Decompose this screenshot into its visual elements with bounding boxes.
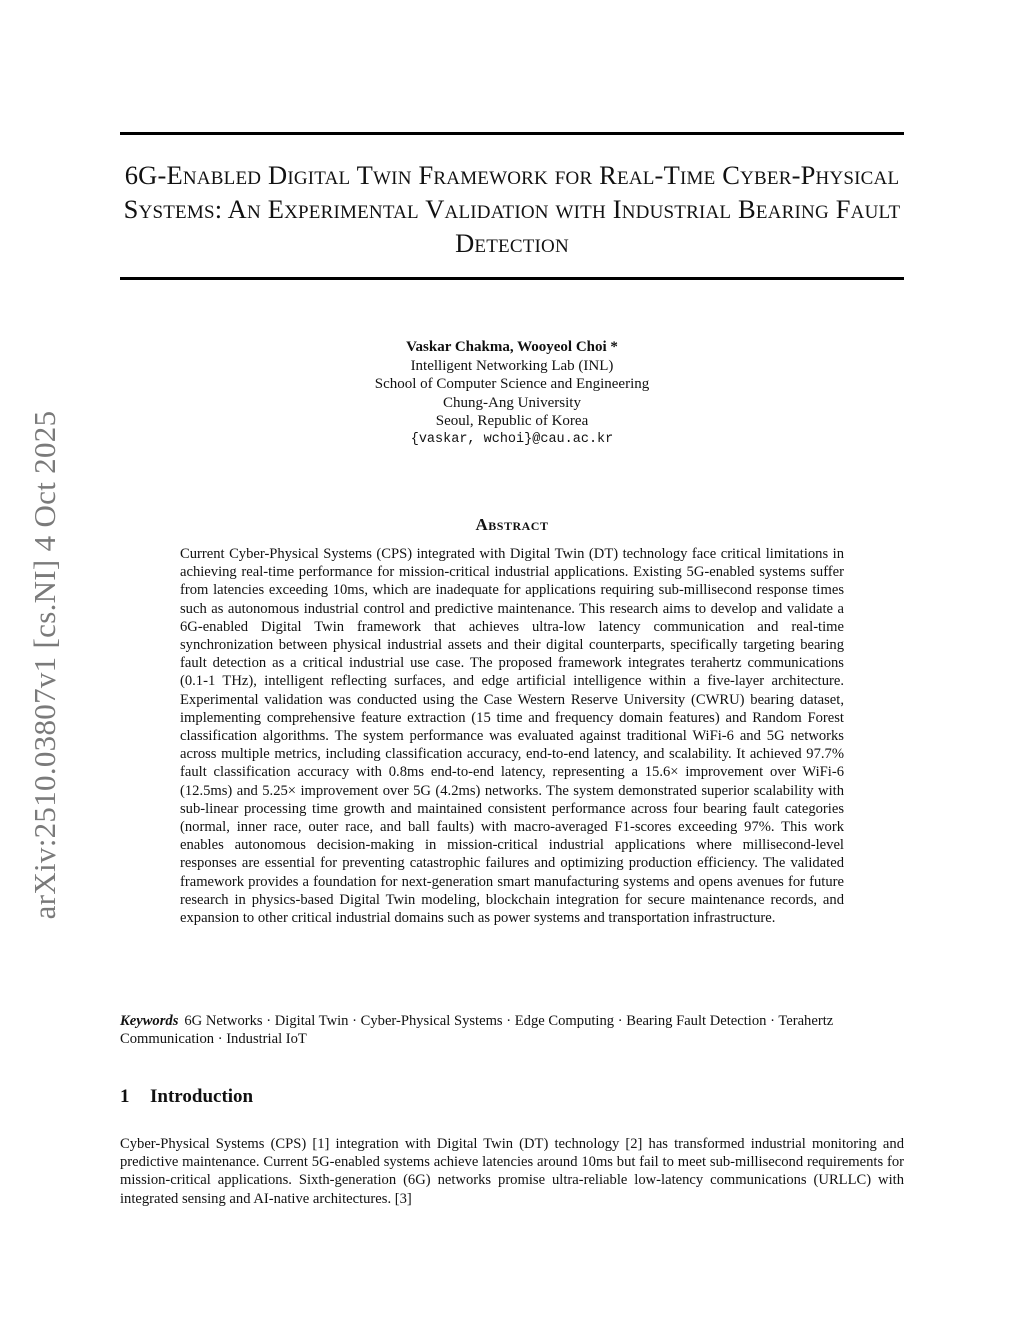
- arxiv-stamp: [10, 385, 80, 945]
- section-heading-introduction: [120, 1086, 620, 1108]
- section-number: 1: [120, 1086, 130, 1107]
- keywords-list: 6G Networks · Digital Twin · Cyber-Physical Systems · Edge Computing · Bearing Fault Detection · Terahertz Communication · Industrial IoT: [120, 1013, 834, 1048]
- section-title: Introduction: [150, 1086, 254, 1107]
- keywords-label: Keywords: [120, 1013, 179, 1029]
- keywords: [120, 1012, 904, 1049]
- author-names: Vaskar Chakma, Wooyeol Choi *: [406, 339, 618, 355]
- introduction-text: Cyber-Physical Systems (CPS) [1] integration with Digital Twin (DT) technology [2] has transformed industrial monitoring and predictive maintenance. Current 5G-enabled systems achieve latencies around 10ms but fail to meet sub-millisecond requirements for mission-critical applications. Sixth-generation (6G) networks promise ultra-reliable low-latency communications (URLLC) with integrated sensing and AI-native architectures. [3]: [120, 1136, 904, 1207]
- arxiv-identifier: arXiv:2510.03807v1 [cs.NI] 4 Oct 2025: [27, 410, 62, 920]
- author-block: [262, 338, 762, 450]
- abstract-heading: Abstract: [475, 515, 549, 534]
- affiliation-school: School of Computer Science and Engineering: [374, 376, 650, 393]
- affiliation-location: Seoul, Republic of Korea: [435, 413, 589, 430]
- affiliation-university: Chung-Ang University: [443, 394, 581, 411]
- title-rule-top: [120, 132, 904, 135]
- affiliation-lab: Intelligent Networking Lab (INL): [410, 357, 614, 374]
- paper-title: 6G-Enabled Digital Twin Framework for Real-Time Cyber-Physical Systems: An Experimental Validation with Industrial Bearing Fault Detection: [123, 160, 901, 258]
- author-email: {vaskar, wchoi}@cau.ac.kr: [410, 431, 614, 447]
- title-rule-bottom: [120, 277, 904, 280]
- abstract-text: Current Cyber-Physical Systems (CPS) integrated with Digital Twin (DT) technology face critical limitations in achieving real-time performance for mission-critical industrial applications. Existing 5G-enabled systems suffer from latencies exceeding 10ms, which are inadequate for applications requiring sub-millisecond response times such as autonomous industrial control and predictive maintenance. This research aims to develop and validate a 6G-enabled Digital Twin framework that achieves ultra-low latency communication and real-time synchronization between physical industrial assets and their digital counterparts, specifically targeting bearing fault detection as a critical industrial use case. The proposed framework integrates terahertz communications (0.1-1 THz), intelligent reflecting surfaces, and edge artificial intelligence within a five-layer architecture. Experimental validation was conducted using the Case Western Reserve University (CWRU) bearing dataset, implementing comprehensive feature extraction (15 time and frequency domain features) and Random Forest classification algorithms. The system performance was evaluated against traditional WiFi-6 and 5G networks across multiple metrics, including classification accuracy, end-to-end latency, and scalability. It achieved 97.7% fault classification accuracy with 0.8ms end-to-end latency, representing a 15.6× improvement over WiFi-6 (12.5ms) and 5.25× improvement over 5G (4.2ms) networks. The system demonstrated superior scalability with sub-linear processing time growth and maintained consistent performance across four bearing fault categories (normal, inner race, outer race, and ball faults) with macro-averaged F1-scores exceeding 97%. This work enables autonomous decision-making in mission-critical industrial applications where millisecond-level responses are essential for preventing catastrophic failures and optimizing production efficiency. The validated framework provides a foundation for next-generation smart manufacturing systems and opens avenues for future research in physics-based Digital Twin modeling, blockchain integration for secure maintenance records, and expansion to other critical industrial domains such as power systems and transportation infrastructure.: [180, 546, 844, 927]
